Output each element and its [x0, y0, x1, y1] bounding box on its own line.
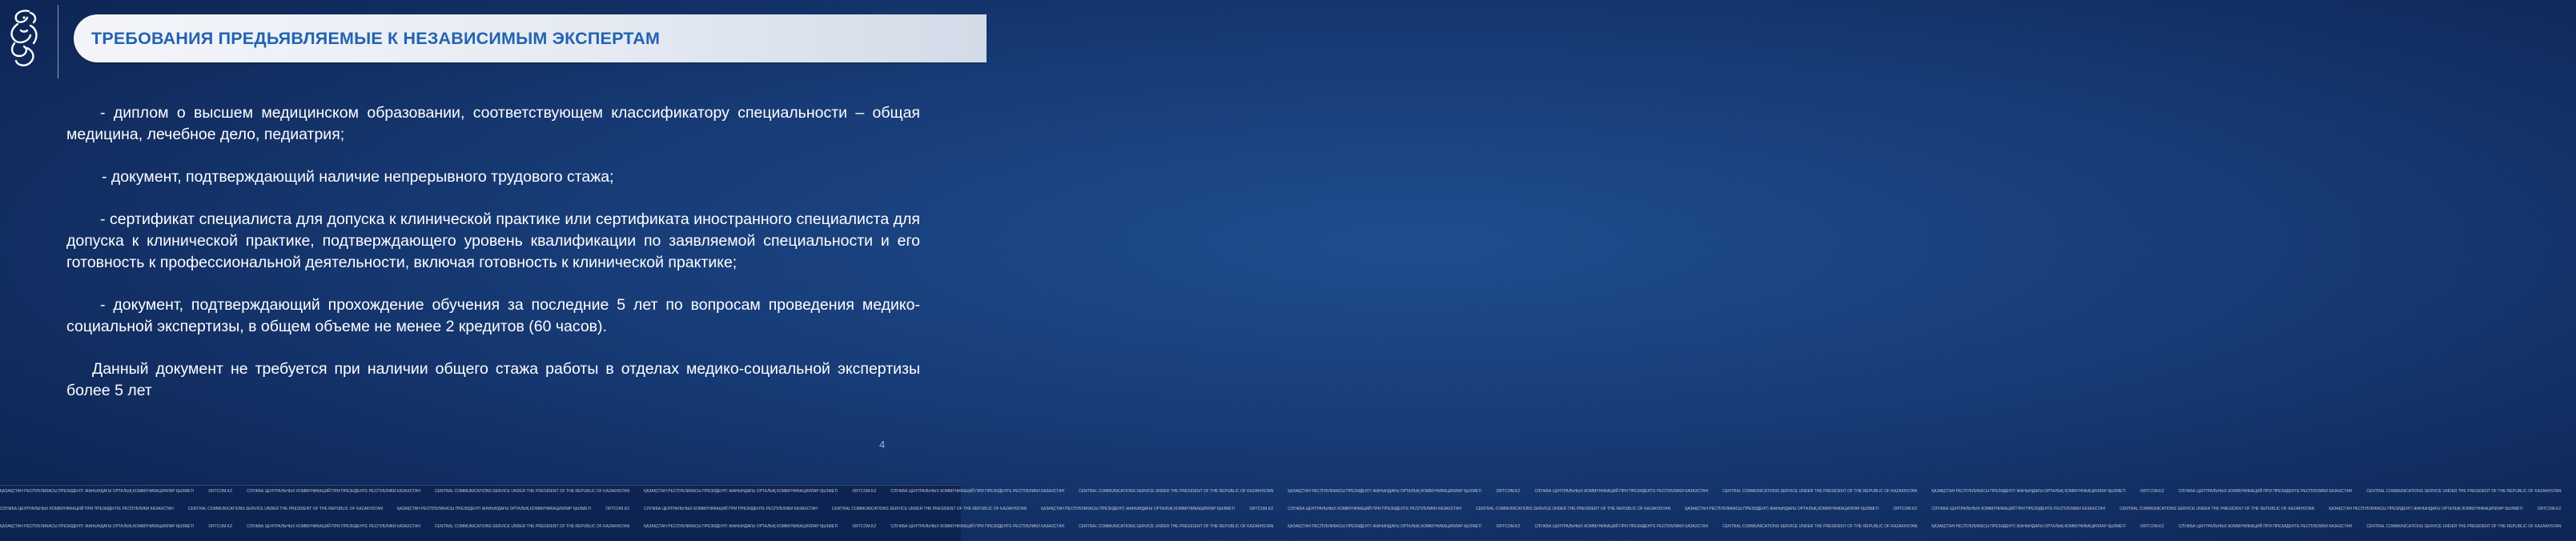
snow-leopard-emblem-icon [6, 8, 42, 69]
footer-watermark-text: CENTRAL COMMUNICATIONS SERVICE UNDER THE PRESIDENT OF THE REPUBLIC OF KAZAKHSTAN [2366, 489, 2562, 494]
footer-watermark-text: ҚАЗАҚСТАН РЕСПУБЛИКАСЫ ПРЕЗИДЕНТІ ЖАНЫНДАҒЫ ОРТАЛЫҚ КОММУНИКАЦИЯЛАР ҚЫЗМЕТІ [1041, 507, 1236, 511]
footer-watermark-text: ORTCOM.KZ [208, 489, 233, 494]
footer-watermark-text: СЛУЖБА ЦЕНТРАЛЬНЫХ КОММУНИКАЦИЙ ПРИ ПРЕЗИДЕНТЕ РЕСПУБЛИКИ КАЗАХСТАН [1931, 507, 2106, 511]
requirement-work-experience: - документ, подтверждающий наличие непрерывного трудового стажа; [102, 168, 614, 186]
footer-watermark-row [0, 507, 2562, 519]
footer-watermark-text: ҚАЗАҚСТАН РЕСПУБЛИКАСЫ ПРЕЗИДЕНТІ ЖАНЫНДАҒЫ ОРТАЛЫҚ КОММУНИКАЦИЯЛАР ҚЫЗМЕТІ [1288, 524, 1482, 529]
footer-watermark-text: ҚАЗАҚСТАН РЕСПУБЛИКАСЫ ПРЕЗИДЕНТІ ЖАНЫНДАҒЫ ОРТАЛЫҚ КОММУНИКАЦИЯЛАР ҚЫЗМЕТІ [0, 489, 195, 494]
footer-watermark-row [0, 524, 2562, 537]
footer-watermark-text: СЛУЖБА ЦЕНТРАЛЬНЫХ КОММУНИКАЦИЙ ПРИ ПРЕЗИДЕНТЕ РЕСПУБЛИКИ КАЗАХСТАН [0, 507, 174, 511]
footer-watermark-text: ORTCOM.KZ [605, 507, 630, 511]
page-title: ТРЕБОВАНИЯ ПРЕДЬЯВЛЯЕМЫЕ К НЕЗАВИСИМЫМ ЭКСПЕРТАМ [91, 29, 661, 48]
footer-watermark-text: ORTCOM.KZ [2537, 507, 2562, 511]
footer-watermark-text: ORTCOM.KZ [208, 524, 233, 529]
footer-watermark-text: CENTRAL COMMUNICATIONS SERVICE UNDER THE PRESIDENT OF THE REPUBLIC OF KAZAKHSTAN [1079, 489, 1274, 494]
footer-watermark-text: ORTCOM.KZ [1893, 507, 1918, 511]
footer-watermark-row [0, 489, 2562, 502]
footer-watermark-text: СЛУЖБА ЦЕНТРАЛЬНЫХ КОММУНИКАЦИЙ ПРИ ПРЕЗИДЕНТЕ РЕСПУБЛИКИ КАЗАХСТАН [1534, 524, 1709, 529]
requirement-certificate: - сертификат специалиста для допуска к клинической практике или сертификата иностранного специалиста для допуска к клинической практике, подтверждающего уровень квалификации по заявляемой специальности и его готовность к профессиональной деятельности, включая готовность к клинической практике; [66, 210, 920, 271]
footer-watermark-text: ҚАЗАҚСТАН РЕСПУБЛИКАСЫ ПРЕЗИДЕНТІ ЖАНЫНДАҒЫ ОРТАЛЫҚ КОММУНИКАЦИЯЛАР ҚЫЗМЕТІ [644, 524, 838, 529]
footer-watermark-text: ҚАЗАҚСТАН РЕСПУБЛИКАСЫ ПРЕЗИДЕНТІ ЖАНЫНДАҒЫ ОРТАЛЫҚ КОММУНИКАЦИЯЛАР ҚЫЗМЕТІ [1685, 507, 1879, 511]
footer-watermark-text: ҚАЗАҚСТАН РЕСПУБЛИКАСЫ ПРЕЗИДЕНТІ ЖАНЫНДАҒЫ ОРТАЛЫҚ КОММУНИКАЦИЯЛАР ҚЫЗМЕТІ [396, 507, 592, 511]
footer-watermark-text: CENTRAL COMMUNICATIONS SERVICE UNDER THE PRESIDENT OF THE REPUBLIC OF KAZAKHSTAN [434, 524, 630, 529]
footer-watermark-text: СЛУЖБА ЦЕНТРАЛЬНЫХ КОММУНИКАЦИЙ ПРИ ПРЕЗИДЕНТЕ РЕСПУБЛИКИ КАЗАХСТАН [890, 489, 1065, 494]
footer-watermark-text: ORTCOM.KZ [2140, 524, 2164, 529]
slide-content [66, 102, 920, 402]
footer-watermark-text: СЛУЖБА ЦЕНТРАЛЬНЫХ КОММУНИКАЦИЙ ПРИ ПРЕЗИДЕНТЕ РЕСПУБЛИКИ КАЗАХСТАН [247, 524, 420, 529]
footer-watermark-text: ҚАЗАҚСТАН РЕСПУБЛИКАСЫ ПРЕЗИДЕНТІ ЖАНЫНДАҒЫ ОРТАЛЫҚ КОММУНИКАЦИЯЛАР ҚЫЗМЕТІ [2329, 507, 2523, 511]
footer-watermark-text: CENTRAL COMMUNICATIONS SERVICE UNDER THE PRESIDENT OF THE REPUBLIC OF KAZAKHSTAN [2120, 507, 2315, 511]
footer-watermark-text: CENTRAL COMMUNICATIONS SERVICE UNDER THE PRESIDENT OF THE REPUBLIC OF KAZAKHSTAN [1722, 524, 1918, 529]
requirement-training: - документ, подтверждающий прохождение обучения за последние 5 лет по вопросам проведения медико-социальной экспертизы, в общем объеме не менее 2 кредитов (60 часов). [66, 296, 920, 335]
requirement-note: Данный документ не требуется при наличии общего стажа работы в отделах медико-социальной экспертизы более 5 лет [66, 360, 920, 399]
page-number: 4 [879, 439, 886, 451]
footer-watermark-text: СЛУЖБА ЦЕНТРАЛЬНЫХ КОММУНИКАЦИЙ ПРИ ПРЕЗИДЕНТЕ РЕСПУБЛИКИ КАЗАХСТАН [2178, 489, 2353, 494]
footer-watermark-text: ҚАЗАҚСТАН РЕСПУБЛИКАСЫ ПРЕЗИДЕНТІ ЖАНЫНДАҒЫ ОРТАЛЫҚ КОММУНИКАЦИЯЛАР ҚЫЗМЕТІ [1931, 489, 2126, 494]
footer-watermark-text: ORTCOM.KZ [1496, 524, 1521, 529]
footer-watermark-text: ҚАЗАҚСТАН РЕСПУБЛИКАСЫ ПРЕЗИДЕНТІ ЖАНЫНДАҒЫ ОРТАЛЫҚ КОММУНИКАЦИЯЛАР ҚЫЗМЕТІ [1931, 524, 2126, 529]
footer-watermark-text: CENTRAL COMMUNICATIONS SERVICE UNDER THE PRESIDENT OF THE REPUBLIC OF KAZAKHSTAN [434, 489, 630, 494]
footer-watermark-text: СЛУЖБА ЦЕНТРАЛЬНЫХ КОММУНИКАЦИЙ ПРИ ПРЕЗИДЕНТЕ РЕСПУБЛИКИ КАЗАХСТАН [247, 489, 420, 494]
footer-watermark-text: ORTCOM.KZ [2140, 489, 2164, 494]
requirement-diploma: - диплом о высшем медицинском образовании, соответствующем классификатору специальности – общая медицина, лечебное дело, педиатрия; [66, 104, 920, 143]
footer-watermark-text: ҚАЗАҚСТАН РЕСПУБЛИКАСЫ ПРЕЗИДЕНТІ ЖАНЫНДАҒЫ ОРТАЛЫҚ КОММУНИКАЦИЯЛАР ҚЫЗМЕТІ [1288, 489, 1482, 494]
footer-watermark-text: CENTRAL COMMUNICATIONS SERVICE UNDER THE PRESIDENT OF THE REPUBLIC OF KAZAKHSTAN [2366, 524, 2562, 529]
footer-watermark-text: ORTCOM.KZ [1249, 507, 1274, 511]
footer-watermark-text: ORTCOM.KZ [852, 489, 877, 494]
footer-watermark-text: ҚАЗАҚСТАН РЕСПУБЛИКАСЫ ПРЕЗИДЕНТІ ЖАНЫНДАҒЫ ОРТАЛЫҚ КОММУНИКАЦИЯЛАР ҚЫЗМЕТІ [0, 524, 195, 529]
footer-watermark-text: CENTRAL COMMUNICATIONS SERVICE UNDER THE PRESIDENT OF THE REPUBLIC OF KAZAKHSTAN [1079, 524, 1274, 529]
footer-watermark-text: СЛУЖБА ЦЕНТРАЛЬНЫХ КОММУНИКАЦИЙ ПРИ ПРЕЗИДЕНТЕ РЕСПУБЛИКИ КАЗАХСТАН [2178, 524, 2353, 529]
footer-watermark-text: ORTCOM.KZ [852, 524, 877, 529]
footer-watermark-text: CENTRAL COMMUNICATIONS SERVICE UNDER THE PRESIDENT OF THE REPUBLIC OF KAZAKHSTAN [1722, 489, 1918, 494]
footer-watermark-text: СЛУЖБА ЦЕНТРАЛЬНЫХ КОММУНИКАЦИЙ ПРИ ПРЕЗИДЕНТЕ РЕСПУБЛИКИ КАЗАХСТАН [1288, 507, 1461, 511]
footer-watermark-text: СЛУЖБА ЦЕНТРАЛЬНЫХ КОММУНИКАЦИЙ ПРИ ПРЕЗИДЕНТЕ РЕСПУБЛИКИ КАЗАХСТАН [890, 524, 1065, 529]
footer-watermark-text: CENTRAL COMMUNICATIONS SERVICE UNDER THE PRESIDENT OF THE REPUBLIC OF KAZAKHSTAN [187, 507, 383, 511]
footer-watermark-text: СЛУЖБА ЦЕНТРАЛЬНЫХ КОММУНИКАЦИЙ ПРИ ПРЕЗИДЕНТЕ РЕСПУБЛИКИ КАЗАХСТАН [644, 507, 818, 511]
title-bar [74, 14, 987, 62]
footer-watermark-band [0, 485, 2562, 541]
footer-watermark-text: ORTCOM.KZ [1496, 489, 1521, 494]
footer-watermark-text: CENTRAL COMMUNICATIONS SERVICE UNDER THE PRESIDENT OF THE REPUBLIC OF KAZAKHSTAN [831, 507, 1027, 511]
footer-watermark-text: CENTRAL COMMUNICATIONS SERVICE UNDER THE PRESIDENT OF THE REPUBLIC OF KAZAKHSTAN [1476, 507, 1671, 511]
footer-watermark-text: ҚАЗАҚСТАН РЕСПУБЛИКАСЫ ПРЕЗИДЕНТІ ЖАНЫНДАҒЫ ОРТАЛЫҚ КОММУНИКАЦИЯЛАР ҚЫЗМЕТІ [644, 489, 838, 494]
footer-watermark-text: СЛУЖБА ЦЕНТРАЛЬНЫХ КОММУНИКАЦИЙ ПРИ ПРЕЗИДЕНТЕ РЕСПУБЛИКИ КАЗАХСТАН [1534, 489, 1709, 494]
